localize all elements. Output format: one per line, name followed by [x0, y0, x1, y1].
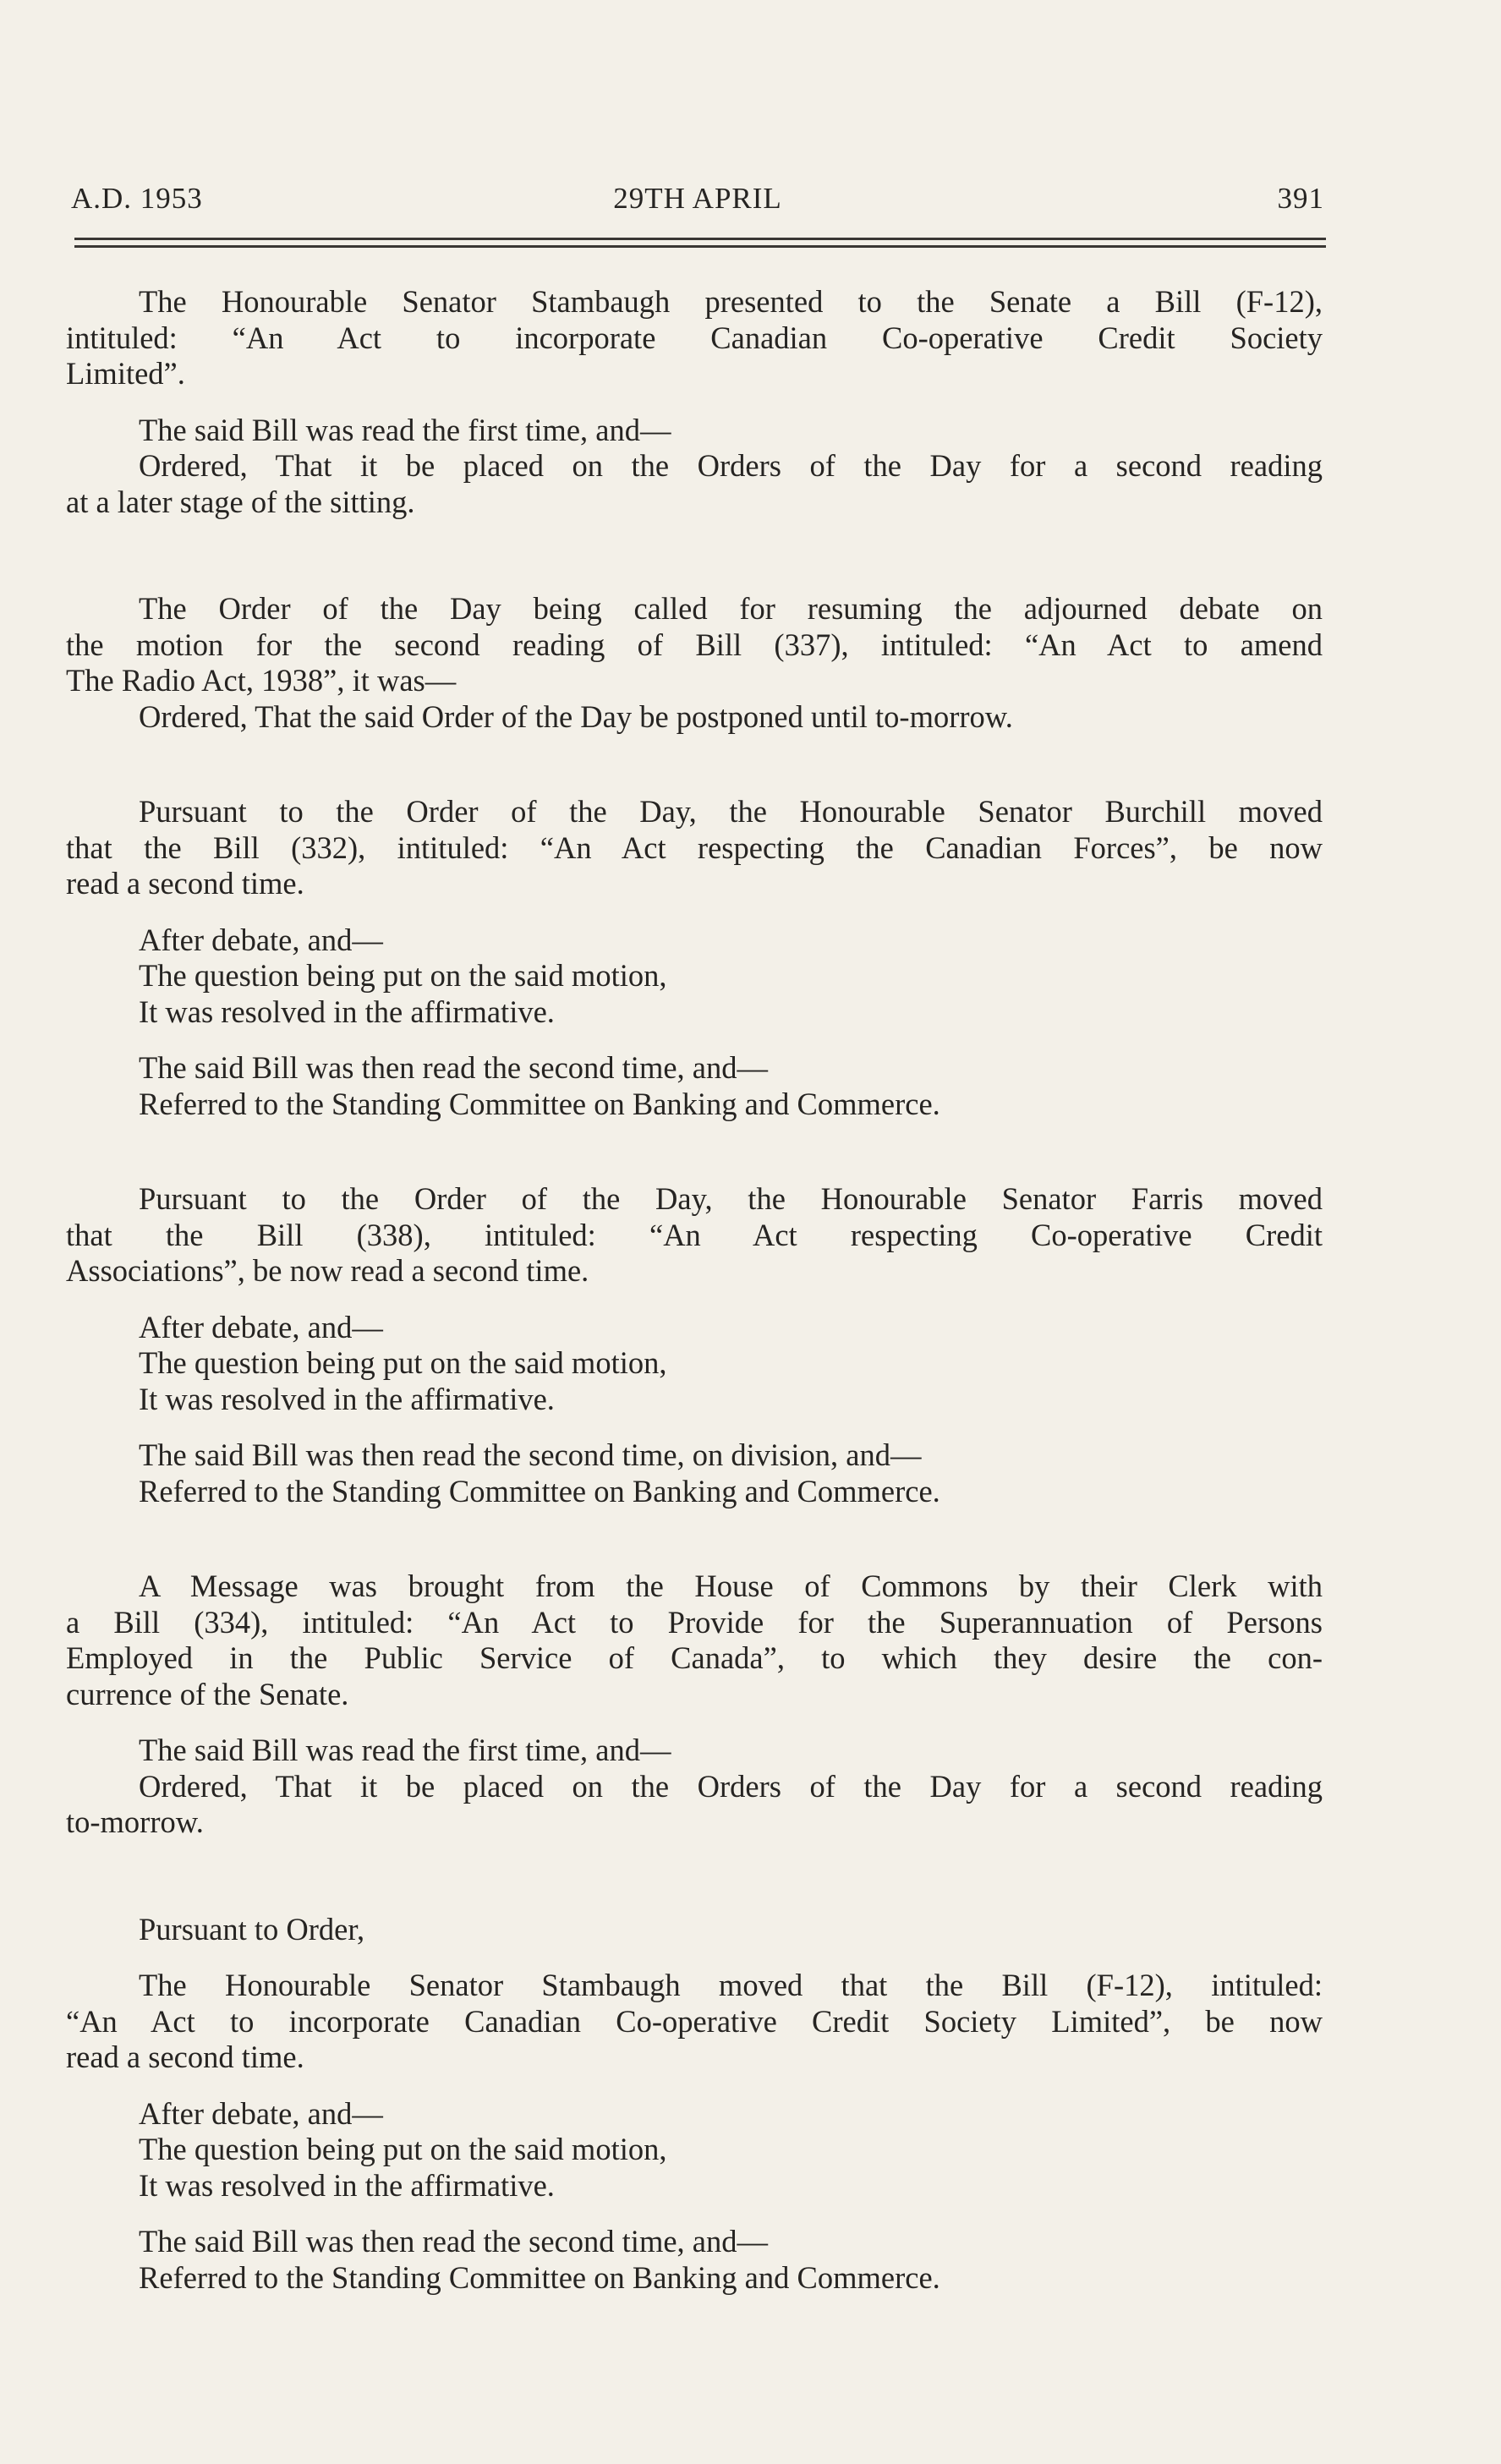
paragraph-line: A Message was brought from the House of Commons by their Clerk with — [139, 1569, 1323, 1603]
paragraph-line: Ordered, That it be placed on the Orders of the Day for a second reading — [139, 1768, 1323, 1804]
header-year: A.D. 1953 — [71, 182, 203, 215]
paragraph-line: read a second time. — [66, 866, 304, 901]
paragraph-line: Pursuant to the Order of the Day, the Honourable Senator Farris moved — [139, 1181, 1323, 1216]
paragraph-line: Pursuant to the Order of the Day, the Honourable Senator Burchill moved — [139, 794, 1323, 829]
paragraph-line: that the Bill (332), intituled: “An Act respecting the Canadian Forces”, be now — [66, 830, 1323, 865]
paragraph-line: The said Bill was then read the second time, and— — [139, 2224, 768, 2259]
paragraph-line: at a later stage of the sitting. — [66, 484, 415, 519]
paragraph-line: The said Bill was then read the second time, on division, and— — [139, 1437, 922, 1472]
paragraph-line: Employed in the Public Service of Canada”, to which they desire the con- — [66, 1640, 1323, 1675]
paragraph-line: The question being put on the said motion, — [139, 958, 667, 993]
paragraph-line: a Bill (334), intituled: “An Act to Provide for the Superannuation of Persons — [66, 1604, 1323, 1640]
header-rule-top — [74, 238, 1326, 240]
paragraph-line: read a second time. — [66, 2040, 304, 2074]
paragraph-line: “An Act to incorporate Canadian Co-operative Credit Society Limited”, be now — [66, 2003, 1323, 2039]
paragraph-line: The said Bill was then read the second time, and— — [139, 1050, 768, 1085]
paragraph-line: The said Bill was read the first time, and— — [139, 1733, 671, 1767]
paragraph-line: The Honourable Senator Stambaugh presented to the Senate a Bill (F-12), — [139, 284, 1323, 319]
paragraph-line: Referred to the Standing Committee on Banking and Commerce. — [139, 2259, 940, 2295]
paragraph-line: The Radio Act, 1938”, it was— — [66, 663, 457, 698]
running-head — [71, 178, 1324, 220]
paragraph-line: After debate, and— — [139, 1309, 383, 1344]
paragraph-line: the motion for the second reading of Bill (337), intituled: “An Act to amend — [66, 627, 1323, 662]
header-rule-bottom — [74, 245, 1326, 248]
page-number: 391 — [1277, 182, 1324, 215]
paragraph-line: Pursuant to Order, — [139, 1911, 365, 1947]
paragraph-line: After debate, and— — [139, 922, 383, 957]
paragraph-line: that the Bill (338), intituled: “An Act respecting Co-operative Credit — [66, 1217, 1323, 1252]
paragraph-line: The question being put on the said motion, — [139, 2132, 667, 2166]
paragraph-line: Limited”. — [66, 356, 185, 391]
paragraph-line: It was resolved in the affirmative. — [139, 2167, 555, 2203]
paragraph-line: After debate, and— — [139, 2095, 383, 2131]
paragraph-line: Ordered, That the said Order of the Day be postponed until to-morrow. — [139, 698, 1013, 734]
paragraph-line: The question being put on the said motion, — [139, 1345, 667, 1380]
paragraph-line: intituled: “An Act to incorporate Canadian Co-operative Credit Society — [66, 320, 1323, 355]
paragraph-line: It was resolved in the affirmative. — [139, 994, 555, 1029]
paragraph-line: currence of the Senate. — [66, 1676, 349, 1711]
paragraph-line: Ordered, That it be placed on the Orders of the Day for a second reading — [139, 448, 1323, 483]
header-date: 29TH APRIL — [613, 182, 782, 215]
paragraph-line: Referred to the Standing Committee on Banking and Commerce. — [139, 1086, 940, 1121]
paragraph-line: It was resolved in the affirmative. — [139, 1381, 555, 1416]
journal-text — [66, 284, 1323, 2296]
paragraph-line: Referred to the Standing Committee on Banking and Commerce. — [139, 1473, 940, 1509]
paragraph-line: Associations”, be now read a second time. — [66, 1253, 589, 1288]
paragraph-line: to-morrow. — [66, 1804, 204, 1839]
paragraph-line: The said Bill was read the first time, and— — [139, 412, 671, 447]
paragraph-line: The Order of the Day being called for resuming the adjourned debate on — [139, 591, 1323, 626]
paragraph-line: The Honourable Senator Stambaugh moved that the Bill (F-12), intituled: — [139, 1968, 1323, 2002]
